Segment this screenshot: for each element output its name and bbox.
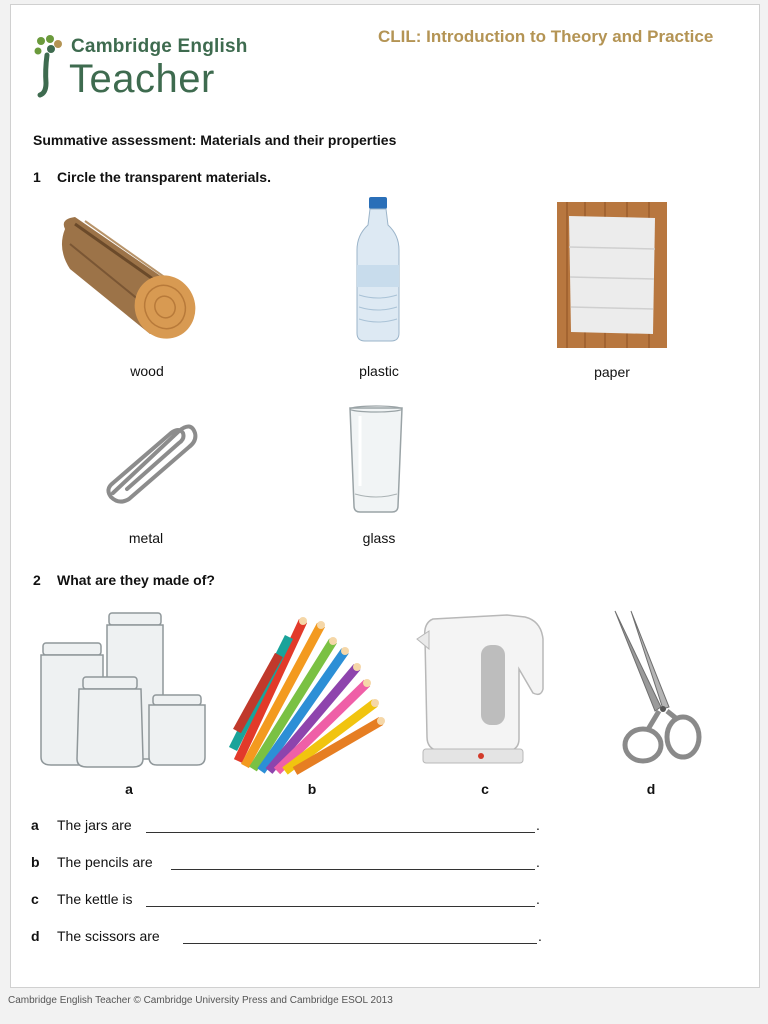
scissors-icon bbox=[607, 609, 707, 769]
sentence-letter-a: a bbox=[31, 817, 39, 833]
sentence-text-a: The jars are bbox=[57, 817, 132, 833]
answer-blank-d[interactable] bbox=[183, 943, 537, 944]
wood-log-icon bbox=[55, 209, 200, 339]
answer-blank-a[interactable] bbox=[146, 832, 535, 833]
sentence-text-b: The pencils are bbox=[57, 854, 153, 870]
item-label-metal: metal bbox=[128, 530, 164, 546]
picture-label-b: b bbox=[307, 781, 317, 797]
answer-blank-b[interactable] bbox=[171, 869, 535, 870]
worksheet-title: Summative assessment: Materials and their properties bbox=[33, 132, 397, 148]
question2-prompt: What are they made of? bbox=[57, 572, 215, 588]
course-title: CLIL: Introduction to Theory and Practice bbox=[378, 27, 714, 46]
plastic-bottle-icon bbox=[353, 195, 403, 343]
sentence-end-c: . bbox=[536, 891, 540, 907]
item-label-plastic: plastic bbox=[359, 363, 399, 379]
answer-blank-c[interactable] bbox=[146, 906, 535, 907]
footer-copyright: Cambridge English Teacher © Cambridge University Press and Cambridge ESOL 2013 bbox=[8, 995, 393, 1006]
sentence-text-c: The kettle is bbox=[57, 891, 133, 907]
sentence-text-d: The scissors are bbox=[57, 928, 160, 944]
paper-sheet-icon bbox=[557, 202, 667, 348]
question2-number: 2 bbox=[33, 572, 41, 588]
item-label-glass: glass bbox=[362, 530, 396, 546]
sentence-letter-c: c bbox=[31, 891, 39, 907]
sentence-end-a: . bbox=[536, 817, 540, 833]
kettle-icon bbox=[415, 609, 545, 767]
question1-prompt: Circle the transparent materials. bbox=[57, 169, 271, 185]
brand-main-text: Teacher bbox=[69, 57, 215, 101]
drinking-glass-icon bbox=[348, 406, 404, 514]
item-label-wood: wood bbox=[130, 363, 164, 379]
picture-label-a: a bbox=[125, 781, 133, 797]
picture-label-c: c bbox=[481, 781, 489, 797]
glass-jars-icon bbox=[33, 609, 213, 771]
logo-tree-icon bbox=[33, 35, 67, 97]
sentence-end-d: . bbox=[538, 928, 542, 944]
brand-top-text: Cambridge English bbox=[71, 36, 248, 57]
sentence-letter-d: d bbox=[31, 928, 40, 944]
colored-pencils-icon bbox=[233, 611, 383, 771]
sentence-letter-b: b bbox=[31, 854, 40, 870]
paperclip-icon bbox=[99, 413, 199, 503]
picture-label-d: d bbox=[646, 781, 656, 797]
sentence-end-b: . bbox=[536, 854, 540, 870]
question1-number: 1 bbox=[33, 169, 41, 185]
item-label-paper: paper bbox=[594, 364, 630, 380]
worksheet-page bbox=[10, 4, 760, 988]
